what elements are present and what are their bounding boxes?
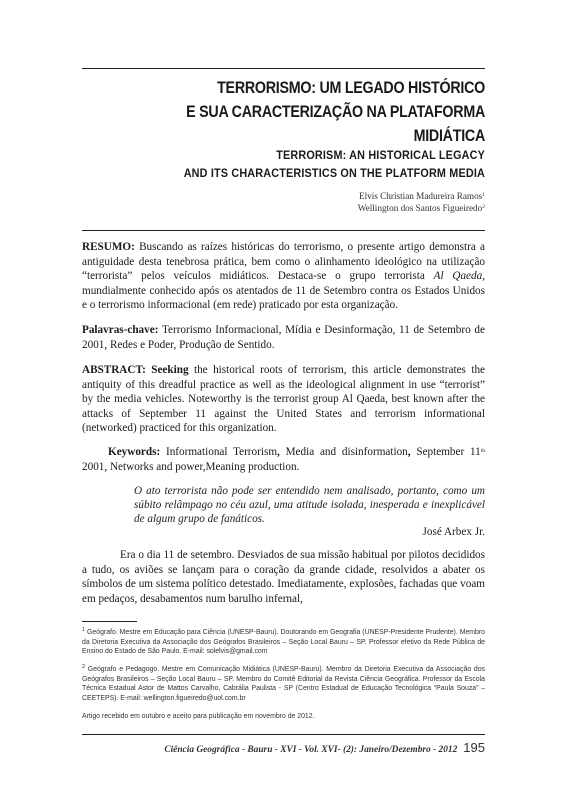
palavras-text: Terrorismo Informacional, Mídia e Desinformação, 11 de Setembro de 2001, Redes e Poder, Produção de Sentido.: [82, 324, 485, 351]
keywords-paragraph: [82, 445, 485, 474]
keywords-sup: th: [480, 448, 486, 454]
resumo-text-a: Buscando as raízes históricas do terrorismo, o presente artigo demonstra a antiguidade desta tenebrosa prática, bem como o alinhamento ideológico na utilização “terrorista” pelos veículos midiáticos. Destaca-se o grupo terrorista: [82, 241, 486, 283]
title-line-2: E SUA CARACTERIZAÇÃO NA PLATAFORMA MIDIÁTICA: [186, 102, 485, 145]
body-paragraph: [82, 548, 485, 606]
footnote-text: Geógrafo e Pedagogo. Mestre em Comunicação Midiática (UNESP-Bauru). Membro da Diretoria Executiva da Associação dos Geógrafos Brasileiros – Seção Local Bauru – SP. Membro do Comitê Editorial da Revista Ciência Geográfica. Professor da Escola Técnica Estadual Astor de Mattos Carvalho, Cabrália Paulista - SP (Centro Estadual de Educação Tecnológica “Paula Souza” – CEETEPS). E-mail: wellington.figueiredo@uol.com.br: [82, 666, 485, 702]
author-name: Elvis Christian Madureira Ramos: [359, 191, 483, 201]
resumo-text-b: , mundialmente conhecido após os atentados de 11 de Setembro contra os Estados Unidos e o terrorismo informacional (em rede) praticado por esta organização.: [82, 270, 485, 312]
author-2: [82, 202, 485, 214]
abstract-label: ABSTRACT: Seeking: [82, 364, 189, 376]
body-text: Era o dia 11 de setembro. Desviados de sua missão habitual por pilotos decididos a tudo, os aviões se lançam para o coração da grande cidade, resolvidos a abater os símbolos de um sistema político detestado. Imediatamente, explosões, fachadas que voam em pedaços, desabamentos num barulho infernal,: [82, 549, 485, 605]
abstract-text: the historical roots of terrorism, this article demonstrates the antiquity of this dreadful practice as well as the ideological alignment in use “terrorist” by the media vehicles. Noteworthy is the terrorist group Al Qaeda, best known after the attacks of September 11 against the United States and terrorism informational (networked) practiced for this organization.: [82, 364, 486, 435]
title-line-1: TERRORISMO: UM LEGADO HISTÓRICO: [217, 78, 485, 97]
footnote-text: Geógrafo. Mestre em Educação para Ciência (UNESP-Bauru). Doutorando em Geografia (UNESP-Presidente Prudente). Membro da Diretoria Executiva da Associação dos Geógrafos Brasileiros – Seção Local Bauru – SP. Professor efetivo da Rede Pública de Ensino do Estado de São Paulo. E-mail: solelvis@gmail.com: [82, 629, 485, 656]
footnote-rule: [82, 621, 137, 622]
resumo-paragraph: [82, 240, 485, 313]
page-footer: [82, 740, 485, 755]
footnote-mark: 2: [82, 664, 86, 670]
keywords-label: Keywords:: [108, 446, 161, 458]
palavras-chave-paragraph: [82, 323, 485, 352]
page-number: 195: [463, 740, 485, 755]
received-note: Artigo recebido em outubro e aceito para publicação em novembro de 2012.: [82, 713, 315, 720]
subtitle-line-1: TERRORISM: AN HISTORICAL LEGACY: [276, 148, 485, 162]
article-title: [138, 76, 485, 148]
author-name: Wellington dos Santos Figueiredo: [357, 203, 483, 213]
keywords-text-c: September 11: [416, 446, 481, 458]
journal-citation: Ciência Geográfica - Bauru - XVI - Vol. XVI- (2): Janeiro/Dezembro - 2012: [164, 745, 458, 755]
keywords-text-d: 2001, Networks and power,Meaning production.: [82, 460, 300, 473]
footnote-1: [82, 628, 485, 657]
resumo-text-italic: Al Qaeda: [433, 270, 483, 283]
keywords-text-a: Informational Terrorism: [165, 446, 278, 458]
footer-rule: [82, 734, 485, 735]
author-1: [82, 190, 485, 202]
top-rule: [82, 68, 485, 69]
resumo-label: RESUMO:: [82, 241, 135, 253]
footnote-mark: 1: [82, 627, 86, 633]
footnote-mark[interactable]: 2: [482, 204, 485, 210]
subtitle-line-2: AND ITS CHARACTERISTICS ON THE PLATFORM MEDIA: [183, 166, 485, 180]
abstract-rule: [82, 230, 485, 231]
keywords-separator: ,: [407, 446, 411, 458]
keywords-text-b: Media and disinformation: [285, 446, 408, 458]
palavras-label: Palavras-chave:: [82, 324, 159, 336]
footnote-mark[interactable]: 1: [482, 192, 485, 198]
english-title: [122, 146, 485, 182]
footnote-2: [82, 665, 485, 703]
keywords-separator: ,: [277, 446, 280, 458]
epigraph-quote: O ato terrorista não pode ser entendido nem analisado, portanto, como um súbito relâmpago no céu azul, uma atitude isolada, inesperada e inexplicável de algum grupo de fanáticos.: [134, 485, 485, 526]
epigraph-author: José Arbex Jr.: [422, 526, 485, 538]
abstract-paragraph: [82, 363, 485, 436]
